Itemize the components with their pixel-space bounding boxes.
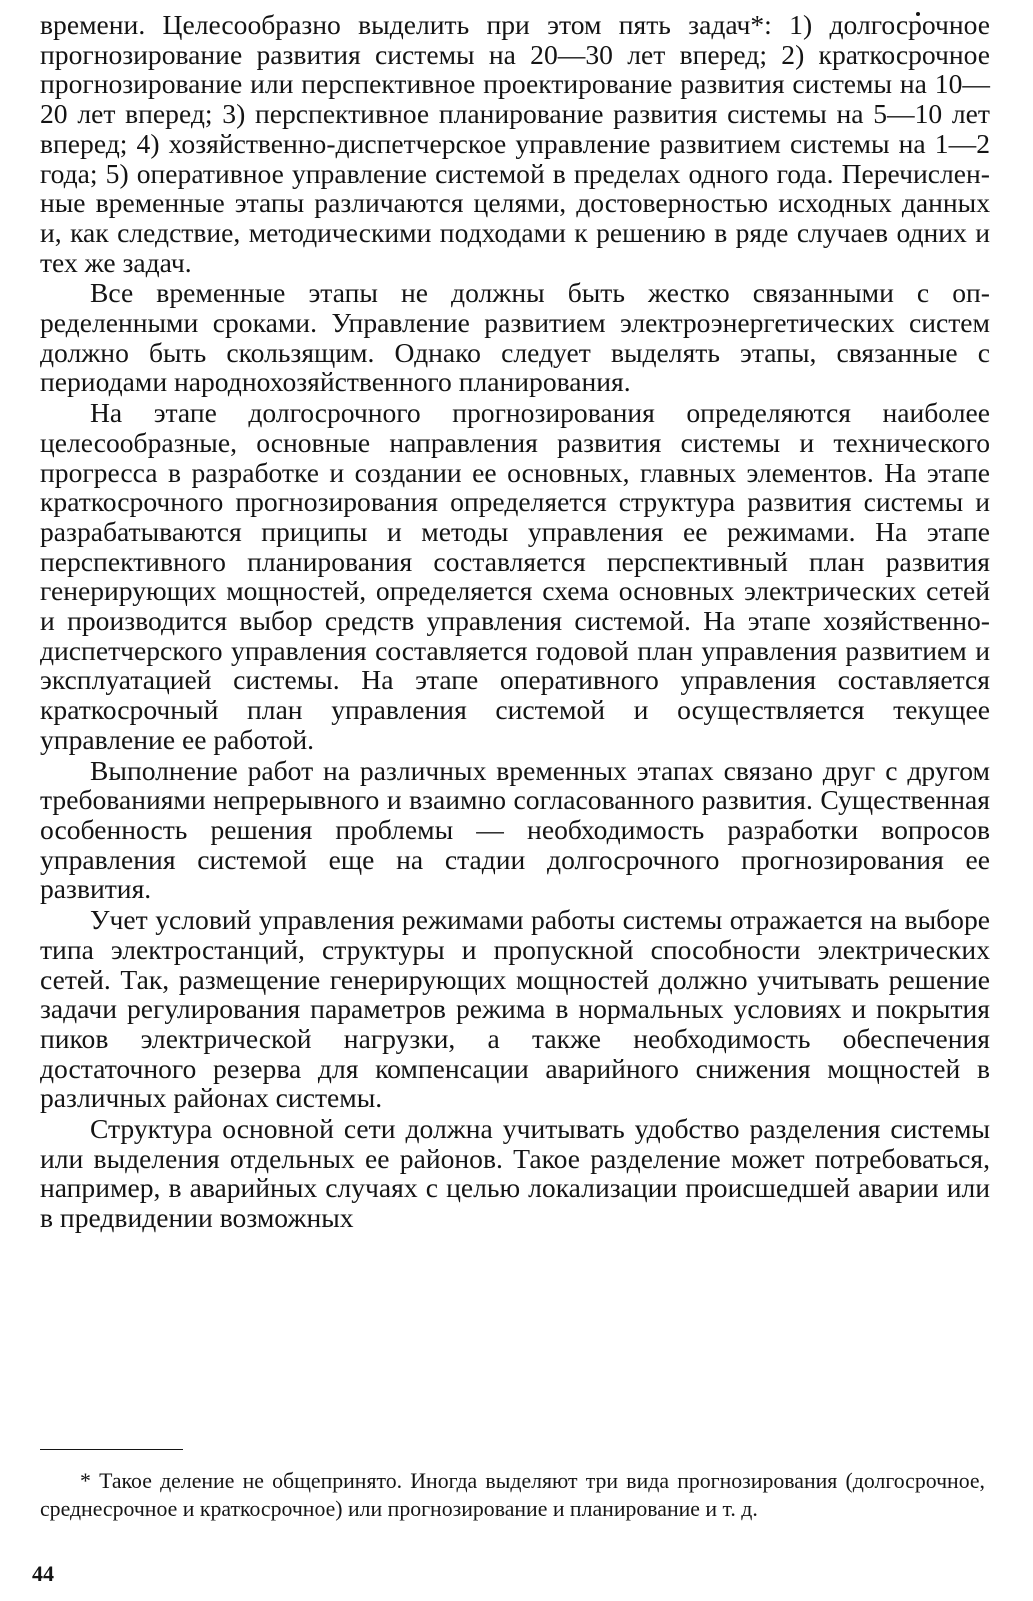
paragraph-5: Учет условий управления режимами работы системы отражается на выборе типа электростанций, структуры и пропускной способности электрических сетей. Так, размещение генерирующих мощностей должно учитывать решение задачи регулирования параметров режима в нормальных условиях и покрытия пиков электрической нагрузки, а также необходимость обеспечения достаточного резерва для компенсации аварийного снижения мощностей в различных районах системы.: [40, 904, 990, 1114]
paragraph-1: времени. Целесообразно выделить при этом пять задач*: 1) долгосрочное прогнозирование развития системы на 20—30 лет вперед; 2) краткосрочное прогнозирование или перспективное проектирование развития системы на 10—20 лет вперед; 3) перспективное планирование развития системы на 5—10 лет вперед; 4) хозяйственно-диспетчерское управление развитием системы на 1—2 года; 5) оперативное управление системой в пределах одного года. Перечисленные временные этапы различаются целями, достоверностью исходных данных и, как следствие, методическими подходами к решению в ряде случаев одних и тех же задач.: [40, 9, 990, 278]
footnote-divider: [40, 1449, 183, 1450]
paragraph-4: Выполнение работ на различных временных этапах связано друг с другом требованиями непрерывного и взаимно согласованного развития. Существенная особенность решения проблемы — необходимость разработки вопросов управления системой еще на стадии долгосрочного прогнозирования ее развития.: [40, 754, 990, 905]
page-number: 44: [32, 1561, 54, 1586]
paragraph-6: Структура основной сети должна учитывать удобство разделения системы или выделения отдельных ее районов. Такое разделение может потребоваться, например, в аварийных случаях с целью локализации происшедшей аварии или в предвидении возможных: [40, 1113, 990, 1234]
paragraph-2: Все временные этапы не должны быть жестко связанными с определенными сроками. Управление развитием электроэнергетических систем должно быть скользящим. Однако следует выделять этапы, связанные с периодами народнохозяйственного планирования.: [40, 277, 990, 398]
page-body: [40, 10, 990, 1233]
paragraph-3: На этапе долгосрочного прогнозирования определяются наиболее целесообразные, основные направления развития системы и технического прогресса в разработке и создании ее основных, главных элементов. На этапе краткосрочного прогнозирования определяется структура развития системы и разрабатываются приципы и методы управления ее режимами. На этапе перспективного планирования составляется перспективный план развития генерирующих мощностей, определяется схема основных электрических сетей и производится выбор средств управления системой. На этапе хозяйственно-диспетчерского управления составляется годовой план управления развитием и эксплуатацией системы. На этапе оперативного управления составляется краткосрочный план управления системой и осуществляется текущее управление ее работой.: [40, 397, 990, 755]
footnote: * Такое деление не общепринято. Иногда выделяют три вида прогнозирования (долгосрочное, среднесрочное и краткосрочное) или прогнозирование и планирование и т. д.: [40, 1469, 985, 1521]
